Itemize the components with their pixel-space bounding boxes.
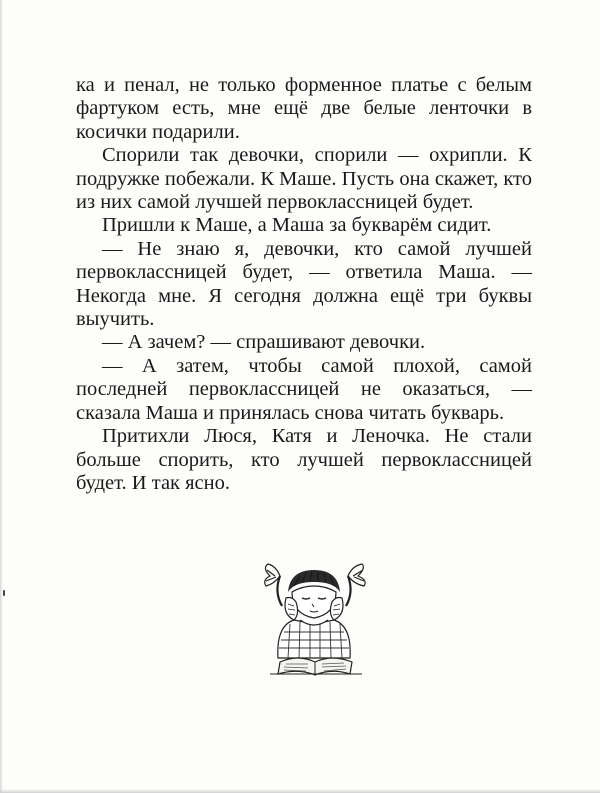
paragraph-masha-answer: — Не знаю я, девочки, кто самой лучшей первоклассницей будет, — ответила Маша. — Некогда мне. Я сегодня должна ещё три буквы выучить. <box>76 237 532 331</box>
scan-speck <box>3 590 5 596</box>
paragraph-girls-question: — А зачем? — спрашивают девочки. <box>102 331 426 354</box>
page-edge-shadow <box>0 0 3 793</box>
paragraph-masha-reply: — А затем, чтобы самой плохой, самой последней первоклассницей не оказаться, — сказала Маша и принялась снова читать букварь. <box>76 354 532 424</box>
girl-reading-book-illustration <box>260 562 370 678</box>
story-text <box>76 74 532 495</box>
page-bottom-shadow <box>0 789 600 793</box>
paragraph-continuation: ка и пенал, не только форменное платье с белым фартуком есть, мне ещё две белые ленточки в косички подарили. <box>76 74 532 143</box>
paragraph-argument: Спорили так девочки, спорили — охрипли. К подружке побежали. К Маше. Пусть она скажет, кто из них самой лучшей первоклассницей будет. <box>76 144 532 214</box>
paragraph-masha-sits: Пришли к Маше, а Маша за букварём сидит. <box>102 214 492 237</box>
paragraph-ending: Притихли Люся, Катя и Леночка. Не стали больше спорить, кто лучшей первоклассницей будет. И так ясно. <box>76 425 532 494</box>
